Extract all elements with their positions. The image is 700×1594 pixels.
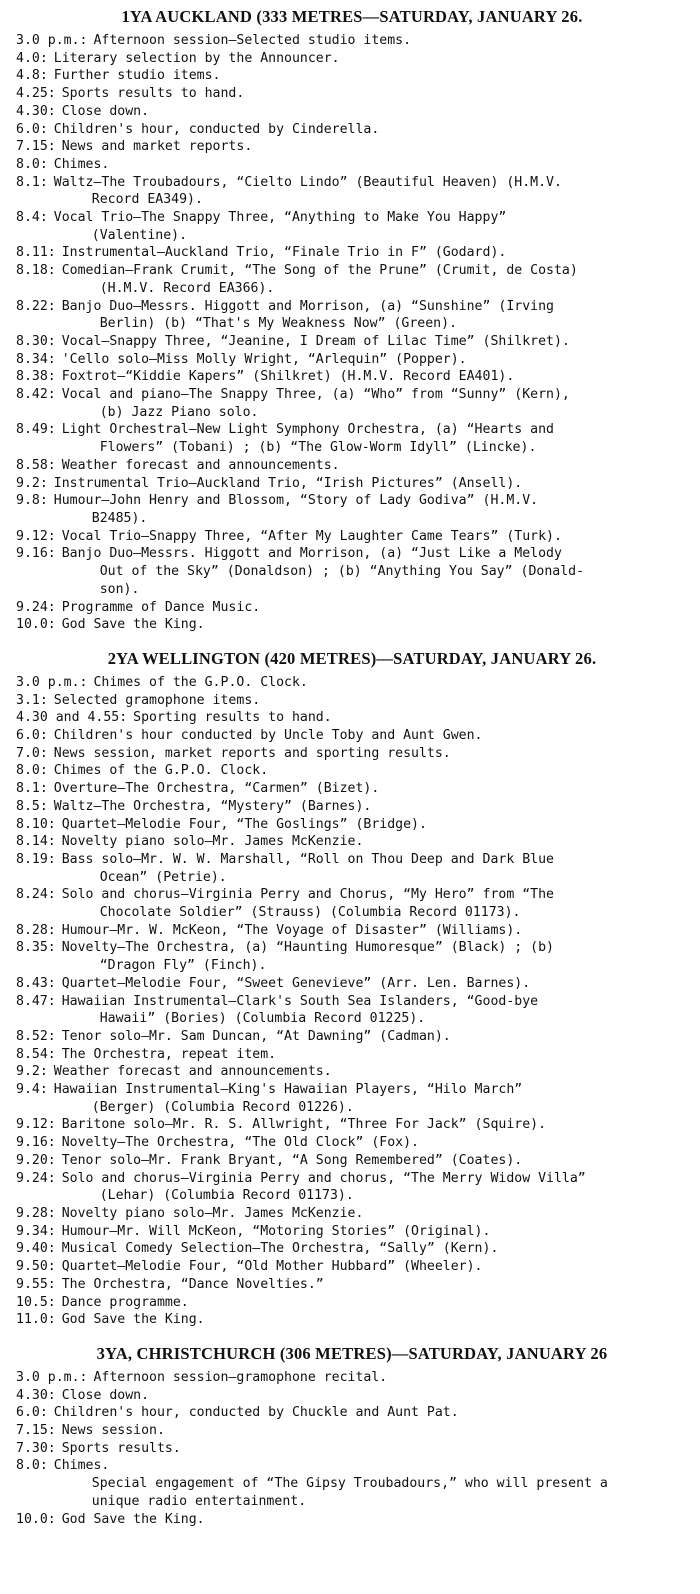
entry-line: God Save the King. bbox=[61, 617, 205, 633]
entry-text bbox=[62, 975, 688, 993]
entry-text bbox=[54, 762, 688, 780]
entry-text bbox=[62, 103, 688, 121]
entry-line: God Save the King. bbox=[61, 1312, 205, 1328]
entry-text bbox=[54, 475, 688, 493]
entry-text bbox=[62, 616, 688, 634]
programme-entry bbox=[16, 616, 688, 634]
entry-time: 10.5: bbox=[16, 1294, 56, 1310]
programme-entry bbox=[16, 993, 688, 1028]
entry-line: Humour—Mr. W. McKeon, “The Voyage of Disaster” (Williams). bbox=[61, 922, 523, 938]
entry-text bbox=[62, 851, 688, 886]
schedule-sections bbox=[16, 6, 688, 1528]
programme-entry bbox=[16, 298, 688, 333]
entry-text bbox=[62, 1258, 688, 1276]
programme-entry bbox=[16, 262, 688, 297]
entry-line: Vocal Trio—Snappy Three, “After My Laughter Came Tears” (Turk). bbox=[61, 528, 562, 544]
entry-time: 8.0: bbox=[16, 763, 48, 779]
programme-entry bbox=[16, 1081, 688, 1116]
entry-continuation-line: Berlin) (b) “That's My Weakness Now” (Green). bbox=[99, 316, 457, 332]
programme-entry bbox=[16, 67, 688, 85]
entry-text bbox=[54, 492, 688, 527]
entry-text bbox=[54, 727, 688, 745]
entry-line: Comedian—Frank Crumit, “The Song of the Prune” (Crumit, de Costa) bbox=[61, 263, 578, 279]
entry-time: 8.58: bbox=[16, 457, 56, 473]
entry-text bbox=[54, 780, 688, 798]
entry-text bbox=[54, 1457, 688, 1510]
entry-line: Waltz—The Troubadours, “Cielto Lindo” (Beautiful Heaven) (H.M.V. bbox=[53, 174, 562, 190]
entry-line: Children's hour, conducted by Cinderella. bbox=[53, 121, 380, 137]
entry-time: 9.24: bbox=[16, 1170, 56, 1186]
entry-text bbox=[62, 1152, 688, 1170]
entry-text bbox=[62, 333, 688, 351]
entry-time: 9.40: bbox=[16, 1241, 56, 1257]
programme-entry bbox=[16, 1223, 688, 1241]
entry-time: 8.0: bbox=[16, 156, 48, 172]
entry-line: Baritone solo—Mr. R. S. Allwright, “Three For Jack” (Squire). bbox=[61, 1117, 547, 1133]
entry-text bbox=[54, 1081, 688, 1116]
station-heading: 2YA WELLINGTON (420 METRES)—SATURDAY, JANUARY 26. bbox=[107, 648, 597, 668]
entry-time: 8.5: bbox=[16, 798, 48, 814]
entry-text bbox=[62, 1311, 688, 1329]
entry-line: Solo and chorus—Virginia Perry and chorus, “The Merry Widow Villa” bbox=[61, 1170, 586, 1186]
entry-line: Hawaiian Instrumental—Clark's South Sea Islanders, “Good-bye bbox=[61, 993, 539, 1009]
entry-line: Novelty piano solo—Mr. James McKenzie. bbox=[61, 1206, 364, 1221]
programme-entry bbox=[16, 545, 688, 598]
entry-continuation-line: Out of the Sky” (Donaldson) ; (b) “Anything You Say” (Donald- bbox=[99, 564, 585, 580]
entry-text bbox=[62, 1170, 688, 1205]
entry-line: The Orchestra, “Dance Novelties.” bbox=[61, 1276, 324, 1292]
programme-entry bbox=[16, 386, 688, 421]
entry-line: Further studio items. bbox=[53, 68, 221, 84]
entry-text bbox=[62, 545, 688, 598]
entry-time: 4.25: bbox=[16, 86, 56, 102]
entry-line: Overture—The Orchestra, “Carmen” (Bizet). bbox=[53, 781, 380, 797]
entry-time: 8.28: bbox=[16, 922, 56, 938]
entry-line: Light Orchestral—New Light Symphony Orchestra, (a) “Hearts and bbox=[61, 422, 554, 438]
entry-line: News session, market reports and sporting results. bbox=[53, 745, 451, 761]
entry-text bbox=[62, 816, 688, 834]
programme-entry bbox=[16, 1404, 688, 1422]
programme-entry bbox=[16, 1134, 688, 1152]
entry-time: 8.0: bbox=[16, 1458, 48, 1474]
entry-time: 7.0: bbox=[16, 745, 48, 761]
entry-text bbox=[54, 1404, 688, 1422]
programme-entry bbox=[16, 528, 688, 546]
entry-time: 8.10: bbox=[16, 816, 56, 832]
programme-entry bbox=[16, 1258, 688, 1276]
programme-entry bbox=[16, 745, 688, 763]
entry-text bbox=[62, 421, 688, 456]
entry-text bbox=[62, 1387, 688, 1405]
entry-continuation-line: (H.M.V. Record EA366). bbox=[99, 280, 275, 296]
entry-line: Novelty piano solo—Mr. James McKenzie. bbox=[61, 834, 364, 850]
entry-line: Vocal—Snappy Three, “Jeanine, I Dream of Lilac Time” (Shilkret). bbox=[61, 333, 570, 349]
programme-entry bbox=[16, 421, 688, 456]
entry-time: 6.0: bbox=[16, 728, 48, 744]
entry-time: 9.16: bbox=[16, 546, 56, 562]
entry-text bbox=[62, 833, 688, 851]
programme-list bbox=[16, 32, 688, 634]
entry-text bbox=[62, 1422, 688, 1440]
entry-time: 7.30: bbox=[16, 1440, 56, 1456]
entry-text bbox=[62, 886, 688, 921]
entry-time: 7.15: bbox=[16, 1423, 56, 1439]
entry-line: Banjo Duo—Messrs. Higgott and Morrison, (a) “Sunshine” (Irving bbox=[61, 298, 554, 314]
entry-continuation-line: “Dragon Fly” (Finch). bbox=[99, 958, 267, 974]
entry-time: 8.14: bbox=[16, 834, 56, 850]
programme-entry bbox=[16, 798, 688, 816]
entry-time: 8.1: bbox=[16, 781, 48, 797]
station-section bbox=[16, 1343, 688, 1528]
section-gap bbox=[16, 1329, 688, 1339]
entry-line: Humour—John Henry and Blossom, “Story of Lady Godiva” (H.M.V. bbox=[53, 493, 539, 509]
entry-time: 4.0: bbox=[16, 50, 48, 66]
entry-time: 4.30: bbox=[16, 1387, 56, 1403]
programme-entry bbox=[16, 939, 688, 974]
programme-entry bbox=[16, 156, 688, 174]
programme-entry bbox=[16, 1152, 688, 1170]
programme-entry bbox=[16, 1046, 688, 1064]
entry-text bbox=[62, 1205, 688, 1223]
entry-text bbox=[62, 939, 688, 974]
entry-text bbox=[93, 32, 688, 50]
entry-line: Novelty—The Orchestra, (a) “Haunting Humoresque” (Black) ; (b) bbox=[61, 940, 554, 956]
programme-entry bbox=[16, 333, 688, 351]
entry-line: Vocal Trio—The Snappy Three, “Anything to Make You Happy” bbox=[53, 210, 507, 226]
entry-continuation-line: Hawaii” (Bories) (Columbia Record 01225). bbox=[99, 1011, 426, 1027]
entry-time: 9.50: bbox=[16, 1259, 56, 1275]
entry-line: Tenor solo—Mr. Sam Duncan, “At Dawning” (Cadman). bbox=[61, 1028, 451, 1044]
entry-line: Sports results to hand. bbox=[61, 86, 245, 102]
entry-time: 4.30: bbox=[16, 103, 56, 119]
entry-text bbox=[62, 1511, 688, 1529]
entry-text bbox=[62, 1240, 688, 1258]
entry-text bbox=[54, 745, 688, 763]
entry-time: 8.34: bbox=[16, 351, 56, 367]
entry-time: 6.0: bbox=[16, 1405, 48, 1421]
entry-line: Selected gramophone items. bbox=[53, 692, 261, 708]
entry-time: 9.28: bbox=[16, 1206, 56, 1221]
programme-entry bbox=[16, 1240, 688, 1258]
entry-continuation-line: Special engagement of “The Gipsy Troubadours,” who will present a bbox=[91, 1476, 608, 1492]
entry-line: Children's hour, conducted by Chuckle and Aunt Pat. bbox=[53, 1405, 459, 1421]
entry-text bbox=[54, 50, 688, 68]
programme-entry bbox=[16, 816, 688, 834]
entry-text bbox=[62, 85, 688, 103]
entry-text bbox=[62, 993, 688, 1028]
programme-entry bbox=[16, 1457, 688, 1510]
section-gap bbox=[16, 634, 688, 644]
entry-line: Sports results. bbox=[61, 1440, 181, 1456]
programme-entry bbox=[16, 727, 688, 745]
entry-line: Chimes. bbox=[53, 1458, 110, 1474]
programme-entry bbox=[16, 1170, 688, 1205]
programme-entry bbox=[16, 244, 688, 262]
entry-continuation-line: Flowers” (Tobani) ; (b) “The Glow-Worm Idyll” (Lincke). bbox=[99, 440, 537, 456]
entry-line: Close down. bbox=[61, 1387, 150, 1403]
entry-line: News session. bbox=[61, 1423, 165, 1439]
programme-entry bbox=[16, 1387, 688, 1405]
programme-entry bbox=[16, 492, 688, 527]
programme-entry bbox=[16, 1422, 688, 1440]
entry-text bbox=[62, 244, 688, 262]
entry-text bbox=[62, 1223, 688, 1241]
entry-text bbox=[54, 692, 688, 710]
entry-line: Close down. bbox=[61, 103, 150, 119]
entry-time: 8.30: bbox=[16, 333, 56, 349]
entry-time: 9.20: bbox=[16, 1152, 56, 1168]
entry-time: 8.1: bbox=[16, 174, 48, 190]
entry-text bbox=[62, 1276, 688, 1294]
entry-line: Chimes of the G.P.O. Clock. bbox=[53, 763, 269, 779]
entry-continuation-line: (Berger) (Columbia Record 01226). bbox=[91, 1099, 354, 1115]
entry-time: 8.54: bbox=[16, 1046, 56, 1062]
programme-entry bbox=[16, 1028, 688, 1046]
entry-time: 8.18: bbox=[16, 263, 56, 279]
entry-text bbox=[62, 1028, 688, 1046]
programme-entry bbox=[16, 368, 688, 386]
programme-entry bbox=[16, 780, 688, 798]
entry-text bbox=[62, 457, 688, 475]
programme-entry bbox=[16, 32, 688, 50]
programme-entry bbox=[16, 138, 688, 156]
entry-time: 9.34: bbox=[16, 1223, 56, 1239]
entry-time: 8.35: bbox=[16, 940, 56, 956]
entry-text bbox=[93, 1369, 688, 1387]
station-heading: 1YA AUCKLAND (333 METRES—SATURDAY, JANUARY 26. bbox=[121, 7, 583, 26]
entry-text bbox=[54, 156, 688, 174]
entry-line: Dance programme. bbox=[61, 1294, 189, 1310]
entry-text bbox=[62, 1134, 688, 1152]
entry-time: 3.1: bbox=[16, 692, 48, 708]
entry-line: Children's hour conducted by Uncle Toby and Aunt Gwen. bbox=[53, 728, 483, 744]
entry-continuation-line: (b) Jazz Piano solo. bbox=[99, 404, 259, 420]
entry-text bbox=[62, 599, 688, 617]
entry-line: Programme of Dance Music. bbox=[61, 599, 261, 615]
entry-time: 3.0 p.m.: bbox=[16, 674, 88, 690]
entry-time: 8.19: bbox=[16, 851, 56, 867]
entry-time: 9.2: bbox=[16, 475, 48, 491]
programme-entry bbox=[16, 1311, 688, 1329]
entry-time: 4.8: bbox=[16, 68, 48, 84]
entry-time: 7.15: bbox=[16, 139, 56, 155]
programme-entry bbox=[16, 886, 688, 921]
entry-time: 9.8: bbox=[16, 493, 48, 509]
programme-entry bbox=[16, 351, 688, 369]
entry-line: The Orchestra, repeat item. bbox=[61, 1046, 277, 1062]
entry-time: 8.38: bbox=[16, 369, 56, 385]
entry-text bbox=[62, 368, 688, 386]
programme-entry bbox=[16, 692, 688, 710]
entry-line: Vocal and piano—The Snappy Three, (a) “Who” from “Sunny” (Kern), bbox=[61, 387, 570, 403]
entry-line: Afternoon session—Selected studio items. bbox=[93, 33, 412, 48]
entry-line: 'Cello solo—Miss Molly Wright, “Arlequin” (Popper). bbox=[61, 351, 467, 367]
programme-entry bbox=[16, 674, 688, 692]
entry-time: 9.12: bbox=[16, 528, 56, 544]
entry-continuation-line: son). bbox=[99, 581, 140, 597]
entry-time: 3.0 p.m.: bbox=[16, 1369, 88, 1385]
entry-time: 8.43: bbox=[16, 975, 56, 991]
entry-line: Banjo Duo—Messrs. Higgott and Morrison, (a) “Just Like a Melody bbox=[61, 546, 562, 562]
programme-entry bbox=[16, 709, 688, 727]
entry-line: Tenor solo—Mr. Frank Bryant, “A Song Remembered” (Coates). bbox=[61, 1152, 523, 1168]
programme-entry bbox=[16, 85, 688, 103]
programme-entry bbox=[16, 1116, 688, 1134]
station-section bbox=[16, 648, 688, 1329]
entry-line: Foxtrot—“Kiddie Kapers” (Shilkret) (H.M.V. Record EA401). bbox=[61, 369, 515, 385]
entry-text bbox=[62, 528, 688, 546]
entry-time: 9.24: bbox=[16, 599, 56, 615]
entry-line: Quartet—Melodie Four, “Sweet Genevieve” (Arr. Len. Barnes). bbox=[61, 975, 531, 991]
entry-text bbox=[62, 262, 688, 297]
entry-time: 8.22: bbox=[16, 298, 56, 314]
entry-text bbox=[62, 1116, 688, 1134]
entry-continuation-line: (Lehar) (Columbia Record 01173). bbox=[99, 1188, 354, 1204]
programme-entry bbox=[16, 50, 688, 68]
entry-text bbox=[54, 1063, 688, 1081]
entry-time: 8.42: bbox=[16, 387, 56, 403]
programme-entry bbox=[16, 833, 688, 851]
programme-entry bbox=[16, 599, 688, 617]
entry-line: Humour—Mr. Will McKeon, “Motoring Stories” (Original). bbox=[61, 1223, 491, 1239]
entry-text bbox=[93, 674, 688, 692]
programme-entry bbox=[16, 174, 688, 209]
entry-line: Bass solo—Mr. W. W. Marshall, “Roll on Thou Deep and Dark Blue bbox=[61, 851, 554, 867]
programme-entry bbox=[16, 103, 688, 121]
entry-line: Weather forecast and announcements. bbox=[61, 457, 340, 473]
entry-continuation-line: Record EA349). bbox=[91, 192, 203, 208]
entry-line: Chimes. bbox=[53, 156, 110, 172]
entry-time: 9.55: bbox=[16, 1276, 56, 1292]
entry-text bbox=[54, 798, 688, 816]
programme-entry bbox=[16, 851, 688, 886]
programme-entry bbox=[16, 1440, 688, 1458]
programme-entry bbox=[16, 209, 688, 244]
entry-text bbox=[54, 174, 688, 209]
programme-entry bbox=[16, 457, 688, 475]
entry-line: Quartet—Melodie Four, “The Goslings” (Bridge). bbox=[61, 816, 427, 832]
programme-entry bbox=[16, 121, 688, 139]
entry-line: Musical Comedy Selection—The Orchestra, “Sally” (Kern). bbox=[61, 1241, 499, 1257]
entry-time: 9.12: bbox=[16, 1117, 56, 1133]
programme-entry bbox=[16, 922, 688, 940]
entry-time: 9.16: bbox=[16, 1135, 56, 1151]
programme-entry bbox=[16, 762, 688, 780]
entry-time: 8.52: bbox=[16, 1028, 56, 1044]
entry-line: God Save the King. bbox=[61, 1511, 205, 1527]
programme-list bbox=[16, 674, 688, 1329]
entry-line: Novelty—The Orchestra, “The Old Clock” (Fox). bbox=[61, 1135, 419, 1151]
station-heading: 3YA, CHRISTCHURCH (306 METRES)—SATURDAY, JANUARY 26 bbox=[96, 1343, 608, 1363]
entry-text bbox=[62, 298, 688, 333]
entry-time: 3.0 p.m.: bbox=[16, 33, 88, 48]
entry-line: Literary selection by the Announcer. bbox=[53, 50, 340, 66]
entry-time: 8.49: bbox=[16, 422, 56, 438]
entry-line: Weather forecast and announcements. bbox=[53, 1064, 332, 1080]
entry-line: Instrumental Trio—Auckland Trio, “Irish Pictures” (Ansell). bbox=[53, 475, 523, 491]
entry-text bbox=[62, 922, 688, 940]
programme-entry bbox=[16, 1063, 688, 1081]
entry-continuation-line: B2485). bbox=[91, 510, 148, 526]
entry-text bbox=[133, 709, 688, 727]
entry-text bbox=[62, 1440, 688, 1458]
entry-text bbox=[62, 1294, 688, 1312]
entry-line: Solo and chorus—Virginia Perry and Chorus, “My Hero” from “The bbox=[61, 887, 554, 903]
entry-line: Quartet—Melodie Four, “Old Mother Hubbard” (Wheeler). bbox=[61, 1259, 483, 1275]
entry-text bbox=[54, 67, 688, 85]
entry-text bbox=[62, 351, 688, 369]
entry-time: 9.2: bbox=[16, 1064, 48, 1080]
entry-time: 8.47: bbox=[16, 993, 56, 1009]
entry-line: Waltz—The Orchestra, “Mystery” (Barnes). bbox=[53, 798, 372, 814]
entry-line: Chimes of the G.P.O. Clock. bbox=[93, 674, 308, 690]
station-section bbox=[16, 6, 688, 634]
entry-continuation-line: unique radio entertainment. bbox=[91, 1493, 307, 1509]
entry-line: News and market reports. bbox=[61, 139, 253, 155]
entry-time: 8.11: bbox=[16, 245, 56, 261]
entry-text bbox=[62, 1046, 688, 1064]
entry-time: 6.0: bbox=[16, 121, 48, 137]
programme-entry bbox=[16, 975, 688, 993]
programme-entry bbox=[16, 1205, 688, 1223]
entry-continuation-line: Chocolate Soldier” (Strauss) (Columbia Record 01173). bbox=[99, 905, 521, 921]
entry-time: 10.0: bbox=[16, 617, 56, 633]
programme-entry bbox=[16, 1276, 688, 1294]
entry-time: 11.0: bbox=[16, 1312, 56, 1328]
entry-line: Hawaiian Instrumental—King's Hawaiian Players, “Hilo March” bbox=[53, 1082, 523, 1098]
entry-time: 4.30 and 4.55: bbox=[16, 710, 128, 726]
entry-text bbox=[54, 121, 688, 139]
entry-time: 8.24: bbox=[16, 887, 56, 903]
entry-time: 8.4: bbox=[16, 210, 48, 226]
entry-time: 9.4: bbox=[16, 1082, 48, 1098]
entry-line: Afternoon session—gramophone recital. bbox=[93, 1369, 388, 1385]
entry-line: Instrumental—Auckland Trio, “Finale Trio in F” (Godard). bbox=[61, 245, 507, 261]
entry-text bbox=[54, 209, 688, 244]
entry-line: Sporting results to hand. bbox=[133, 710, 332, 726]
programme-entry bbox=[16, 1294, 688, 1312]
programme-entry bbox=[16, 1511, 688, 1529]
entry-continuation-line: Ocean” (Petrie). bbox=[99, 869, 227, 885]
entry-time: 10.0: bbox=[16, 1511, 56, 1527]
entry-text bbox=[62, 386, 688, 421]
entry-continuation-line: (Valentine). bbox=[91, 227, 188, 243]
programme-list bbox=[16, 1369, 688, 1528]
programme-entry bbox=[16, 1369, 688, 1387]
entry-text bbox=[62, 138, 688, 156]
programme-entry bbox=[16, 475, 688, 493]
